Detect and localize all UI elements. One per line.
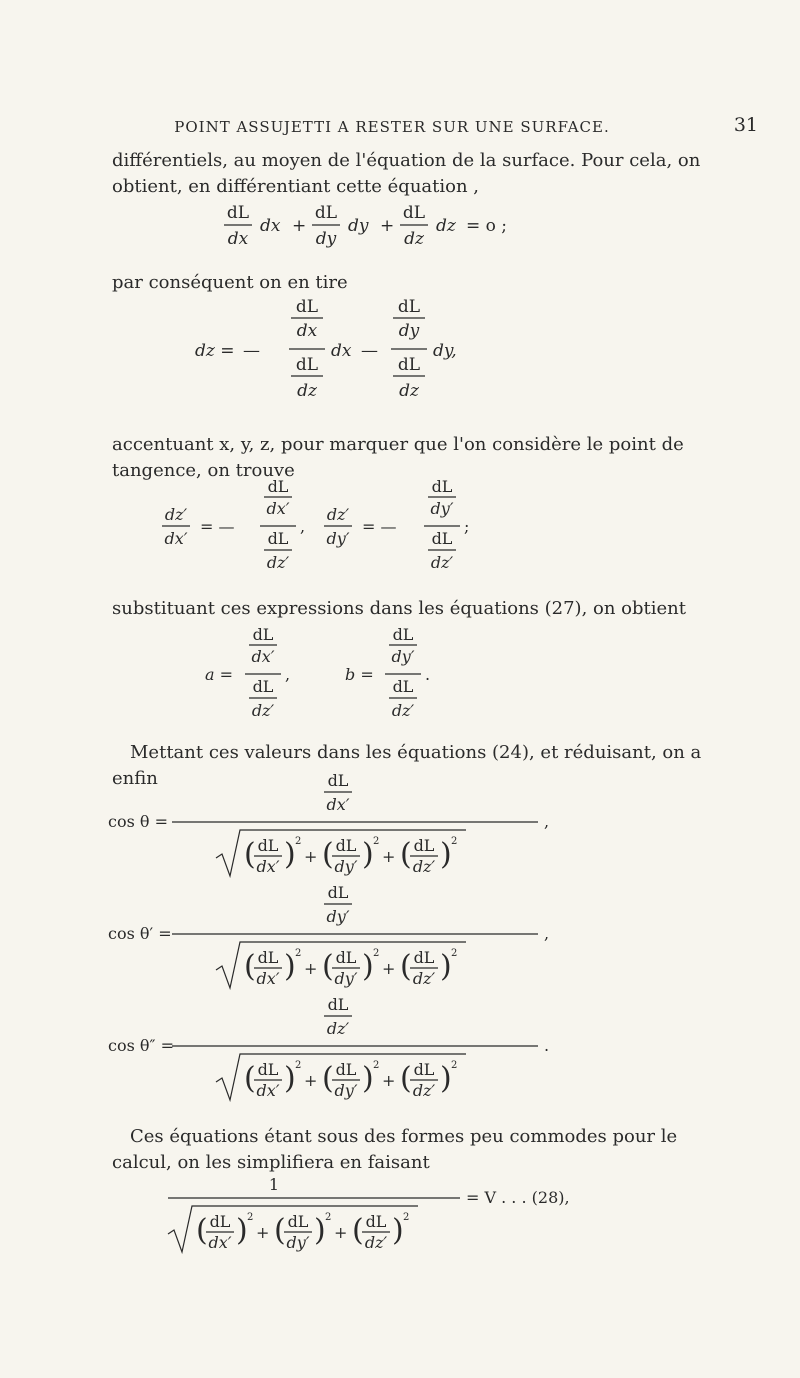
paragraph-2: par conséquent on en tire — [112, 272, 348, 293]
paren-right: ) — [440, 949, 452, 984]
eq4-b: b = — [345, 665, 374, 684]
eq2-n1: dL — [295, 297, 319, 317]
eq3-eq1: = — — [200, 517, 235, 536]
radicand-num: dL — [413, 948, 435, 967]
equation-differential — [220, 198, 640, 268]
radicand-num: dL — [209, 1212, 231, 1231]
paragraph-5: Mettant ces valeurs dans les équations (24), et réduisant, on a enfin — [112, 742, 702, 789]
radicand-num: dL — [257, 948, 279, 967]
eq4-n2: dL — [392, 625, 414, 644]
cos-numerator: dL — [327, 771, 349, 790]
equation-v — [108, 1176, 688, 1266]
eq2-minus1: — — [243, 341, 260, 361]
radicand-den: dz′ — [364, 1233, 388, 1252]
equation-accented — [160, 476, 660, 576]
paren-right: ) — [362, 1061, 374, 1096]
paren-left: ( — [244, 949, 256, 984]
paren-right: ) — [314, 1213, 326, 1248]
eq4-d1d: dz′ — [251, 701, 275, 720]
radicand-num: dL — [335, 948, 357, 967]
paren-left: ( — [400, 837, 412, 872]
eq4-n1: dL — [252, 625, 274, 644]
paren-left: ( — [322, 949, 334, 984]
radicand-den: dz′ — [412, 969, 436, 988]
eq4-d1: dL — [252, 677, 274, 696]
paren-right: ) — [362, 949, 374, 984]
eq3-n1d: dx′ — [266, 499, 290, 518]
cos-label: cos θ′ = — [108, 924, 172, 943]
punctuation: . — [544, 1036, 550, 1055]
eq4-d2d: dz′ — [391, 701, 415, 720]
eq1-num2: dL — [314, 203, 338, 223]
eq2-d2d: dz — [399, 381, 419, 401]
eq4-n1d: dx′ — [251, 647, 275, 666]
exponent: 2 — [373, 1060, 380, 1071]
paren-left: ( — [400, 949, 412, 984]
exponent: 2 — [451, 948, 458, 959]
v-rhs: = V . . . (28), — [466, 1188, 570, 1207]
eq1-den3: dz — [404, 229, 424, 249]
eq4-comma: , — [285, 665, 291, 684]
eq3-d2: dL — [431, 529, 453, 548]
paren-right: ) — [284, 1061, 296, 1096]
radicand-num: dL — [257, 1060, 279, 1079]
paren-left: ( — [244, 837, 256, 872]
plus-sign: + — [382, 1071, 396, 1090]
paren-left: ( — [196, 1213, 208, 1248]
exponent: 2 — [373, 948, 380, 959]
eq3-comma1: , — [300, 517, 306, 536]
exponent: 2 — [295, 836, 302, 847]
v-numerator: 1 — [268, 1175, 280, 1194]
radicand-num: dL — [413, 1060, 435, 1079]
cos-numerator-den: dy′ — [326, 907, 350, 926]
paragraph-6: Ces équations étant sous des formes peu commodes pour le calcul, on les simplifiera en faisant — [112, 1126, 678, 1173]
paragraph-1: différentiels, au moyen de l'équation de la surface. Pour cela, on obtient, en différentiant cette équation , — [112, 150, 701, 197]
radicand-num: dL — [257, 836, 279, 855]
radicand-den: dz′ — [412, 1081, 436, 1100]
eq1-var2: dy — [348, 216, 369, 236]
eq1-num1: dL — [226, 203, 250, 223]
plus-sign: + — [256, 1223, 270, 1242]
cos-label: cos θ″ = — [108, 1036, 174, 1055]
radicand-den: dx′ — [256, 969, 280, 988]
exponent: 2 — [247, 1212, 254, 1223]
plus-sign: + — [382, 959, 396, 978]
eq2-var1: dx — [331, 341, 352, 361]
eq3-lhs2n: dz′ — [326, 505, 350, 524]
paren-left: ( — [274, 1213, 286, 1248]
paren-right: ) — [362, 837, 374, 872]
exponent: 2 — [295, 948, 302, 959]
eq3-lhs1d: dx′ — [164, 529, 188, 548]
paren-right: ) — [284, 949, 296, 984]
eq2-n2d: dy — [398, 321, 420, 341]
plus-sign: + — [334, 1223, 348, 1242]
paren-right: ) — [440, 1061, 452, 1096]
paragraph-4: substituant ces expressions dans les équations (27), on obtient — [112, 598, 687, 619]
cos-numerator: dL — [327, 995, 349, 1014]
eq1-num3: dL — [402, 203, 426, 223]
punctuation: , — [544, 924, 550, 943]
eq2-n2: dL — [397, 297, 421, 317]
eq2-lhs: dz = — [195, 341, 235, 361]
exponent: 2 — [403, 1212, 410, 1223]
eq2-d1: dL — [295, 355, 319, 375]
paren-left: ( — [244, 1061, 256, 1096]
eq2-minus2: — — [361, 341, 378, 361]
eq3-lhs1n: dz′ — [164, 505, 188, 524]
radicand-den: dx′ — [256, 857, 280, 876]
eq2-d1d: dz — [297, 381, 317, 401]
eq3-n2: dL — [431, 477, 453, 496]
radicand-den: dx′ — [256, 1081, 280, 1100]
eq4-n2d: dy′ — [391, 647, 415, 666]
exponent: 2 — [295, 1060, 302, 1071]
eq3-eq2: = — — [362, 517, 397, 536]
paren-right: ) — [392, 1213, 404, 1248]
radicand-den: dx′ — [208, 1233, 232, 1252]
paren-right: ) — [236, 1213, 248, 1248]
eq1-var3: dz — [436, 216, 456, 236]
eq2-d2: dL — [397, 355, 421, 375]
paren-left: ( — [322, 837, 334, 872]
plus-sign: + — [304, 959, 318, 978]
eq2-var2: dy, — [433, 341, 457, 361]
eq1-rhs: = o ; — [466, 216, 508, 236]
exponent: 2 — [325, 1212, 332, 1223]
paren-left: ( — [400, 1061, 412, 1096]
radicand-num: dL — [365, 1212, 387, 1231]
plus-sign: + — [304, 1071, 318, 1090]
page-number: 31 — [733, 114, 758, 136]
radicand-num: dL — [287, 1212, 309, 1231]
radicand-den: dy′ — [334, 969, 358, 988]
eq1-den2: dy — [315, 229, 337, 249]
radicand-den: dy′ — [334, 857, 358, 876]
eq1-plus1: + — [292, 216, 307, 236]
cos-numerator-den: dz′ — [326, 1019, 350, 1038]
radicand-den: dy′ — [334, 1081, 358, 1100]
eq4-period: . — [425, 665, 431, 684]
exponent: 2 — [373, 836, 380, 847]
punctuation: , — [544, 812, 550, 831]
eq3-lhs2d: dy′ — [326, 529, 350, 548]
eq2-n1d: dx — [296, 321, 318, 341]
eq1-plus2: + — [380, 216, 395, 236]
eq3-comma2: ; — [464, 517, 470, 536]
paren-right: ) — [284, 837, 296, 872]
eq3-d1: dL — [267, 529, 289, 548]
cos-numerator: dL — [327, 883, 349, 902]
radicand-den: dy′ — [286, 1233, 310, 1252]
paragraph-3: accentuant x, y, z, pour marquer que l'on considère le point de tangence, on trouve — [112, 434, 684, 481]
running-title: POINT ASSUJETTI A RESTER SUR UNE SURFACE. — [174, 118, 610, 136]
cos-numerator-den: dx′ — [326, 795, 350, 814]
eq3-n2d: dy′ — [430, 499, 454, 518]
exponent: 2 — [451, 836, 458, 847]
eq1-den1: dx — [227, 229, 249, 249]
cos-label: cos θ = — [108, 812, 169, 831]
radicand-num: dL — [335, 1060, 357, 1079]
eq3-d1d: dz′ — [266, 553, 290, 572]
paren-left: ( — [322, 1061, 334, 1096]
eq3-n1: dL — [267, 477, 289, 496]
paren-left: ( — [352, 1213, 364, 1248]
radicand-num: dL — [335, 836, 357, 855]
equation-a-b — [205, 624, 605, 724]
paren-right: ) — [440, 837, 452, 872]
radicand-num: dL — [413, 836, 435, 855]
exponent: 2 — [451, 1060, 458, 1071]
eq4-d2: dL — [392, 677, 414, 696]
plus-sign: + — [382, 847, 396, 866]
eq3-d2d: dz′ — [430, 553, 454, 572]
equation-cosines — [108, 770, 688, 1110]
eq1-var1: dx — [260, 216, 281, 236]
radicand-den: dz′ — [412, 857, 436, 876]
equation-dz — [195, 294, 615, 414]
eq4-a: a = — [205, 665, 234, 684]
plus-sign: + — [304, 847, 318, 866]
